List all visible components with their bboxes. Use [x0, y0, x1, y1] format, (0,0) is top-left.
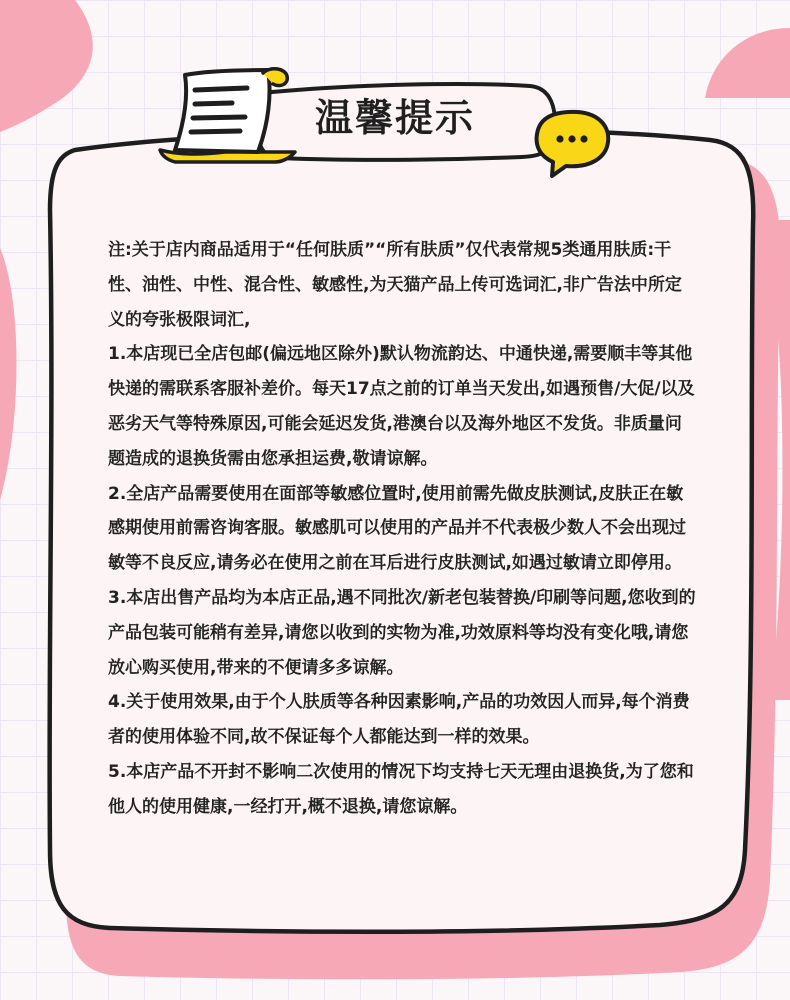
pink-blob-top-left	[0, 0, 93, 132]
notice-item-4: 4.关于使用效果,由于个人肤质等各种因素影响,产品的功效因人而异,每个消费者的使用体验不同,故不保证每个人都能达到一样的效果。	[108, 692, 690, 748]
notice-item-3: 3.本店出售产品均为本店正品,遇不同批次/新老包装替换/印刷等问题,您收到的产品包装可能稍有差异,请您以收到的实物为准,功效原料等均没有变化哦,请您放心购买使用,带来的不便请多多谅解。	[108, 587, 696, 678]
notice-item-5: 5.本店产品不开封不影响二次使用的情况下均支持七天无理由退换货,为了您和他人的使用健康,一经打开,概不退换,请您谅解。	[108, 761, 694, 817]
notice-intro: 注:关于店内商品适用于“任何肤质”“所有肤质”仅代表常规5类通用肤质:干性、油性、中性、混合性、敏感性,为天猫产品上传可选词汇,非广告法中所定义的夸张极限词汇,	[108, 240, 682, 330]
notice-item-1: 1.本店现已全店包邮(偏远地区除外)默认物流韵达、中通快递,需要顺丰等其他快递的需联系客服补差价。每天17点之前的订单当天发出,如遇预售/大促/以及恶劣天气等特殊原因,可能会延迟发货,港澳台以及海外地区不发货。非质量问题造成的退换货需由您承担运费,敬请谅解。	[108, 344, 695, 469]
notice-content	[108, 233, 698, 825]
page-title: 温馨提示	[314, 96, 475, 140]
pink-blob-left	[0, 248, 17, 500]
notice-item-2: 2.全店产品需要使用在面部等敏感位置时,使用前需先做皮肤测试,皮肤正在敏感期使用前需咨询客服。敏感肌可以使用的产品并不代表极少数人不会出现过敏等不良反应,请务必在使用之前在耳后进行皮肤测试,如遇过敏请立即停用。	[108, 483, 686, 574]
pink-blob-top-right	[705, 28, 790, 98]
